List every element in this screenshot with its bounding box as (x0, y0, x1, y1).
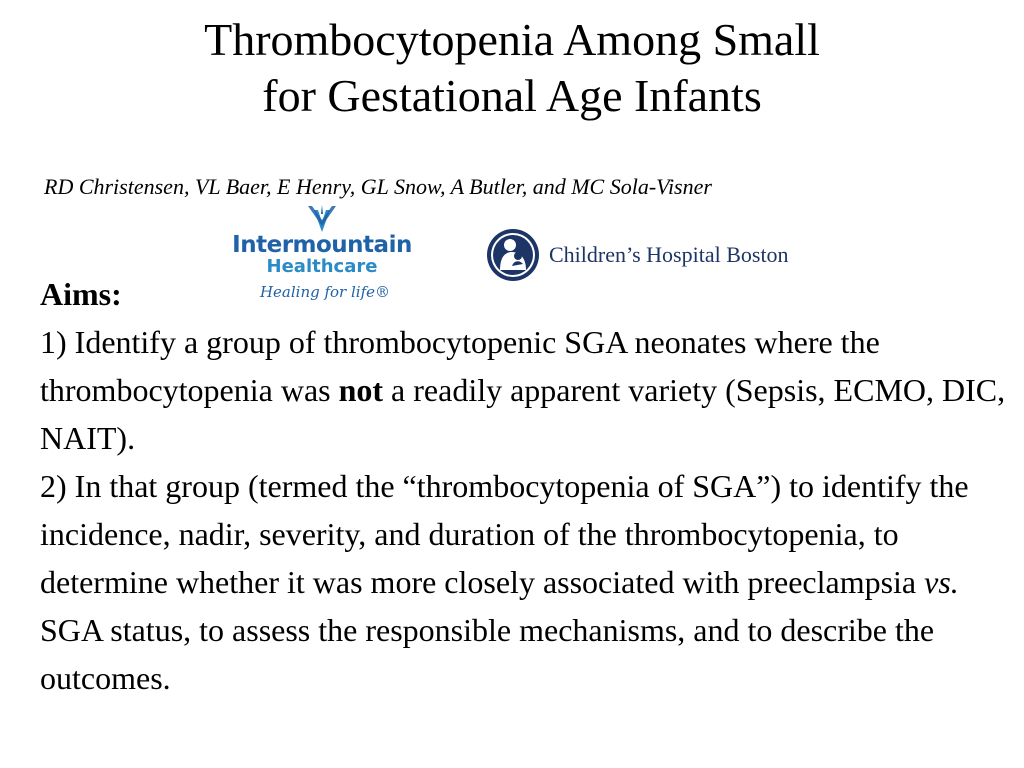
aims-section (40, 270, 1015, 702)
slide-title (0, 12, 1024, 124)
aim-1-emphasis: not (338, 372, 384, 408)
aim-2 (40, 462, 1015, 702)
intermountain-name-line-1: Intermountain (232, 232, 412, 258)
author-list: RD Christensen, VL Baer, E Henry, GL Snow, A Butler, and MC Sola-Visner (44, 174, 712, 199)
title-line-1: Thrombocytopenia Among Small (204, 14, 820, 65)
aim-1-text-a: 1) Identify a group of thrombocytopenic SGA neonates where the thrombocytopenia was (40, 324, 880, 408)
aim-2-text-a: 2) In that group (termed the “thrombocytopenia of SGA”) to identify the incidence, nadir, severity, and duration of the thrombocytopenia, to determine whether it was more closely associated with preeclampsia (40, 468, 969, 600)
aim-1-text-b: a readily apparent variety (Sepsis, ECMO, DIC, NAIT). (40, 372, 1006, 456)
aim-1 (40, 318, 1015, 462)
intermountain-name-line-2: Healthcare (266, 256, 378, 277)
aims-heading: Aims: (40, 276, 122, 312)
intermountain-mark-icon (304, 204, 340, 234)
intermountain-tagline: Healing for life® (259, 283, 391, 301)
title-line-2: for Gestational Age Infants (262, 70, 762, 121)
aim-2-italic: vs. (924, 564, 959, 600)
childrens-hospital-name: Children’s Hospital Boston (549, 242, 789, 267)
aim-2-text-b: SGA status, to assess the responsible mechanisms, and to describe the outcomes. (40, 612, 935, 696)
